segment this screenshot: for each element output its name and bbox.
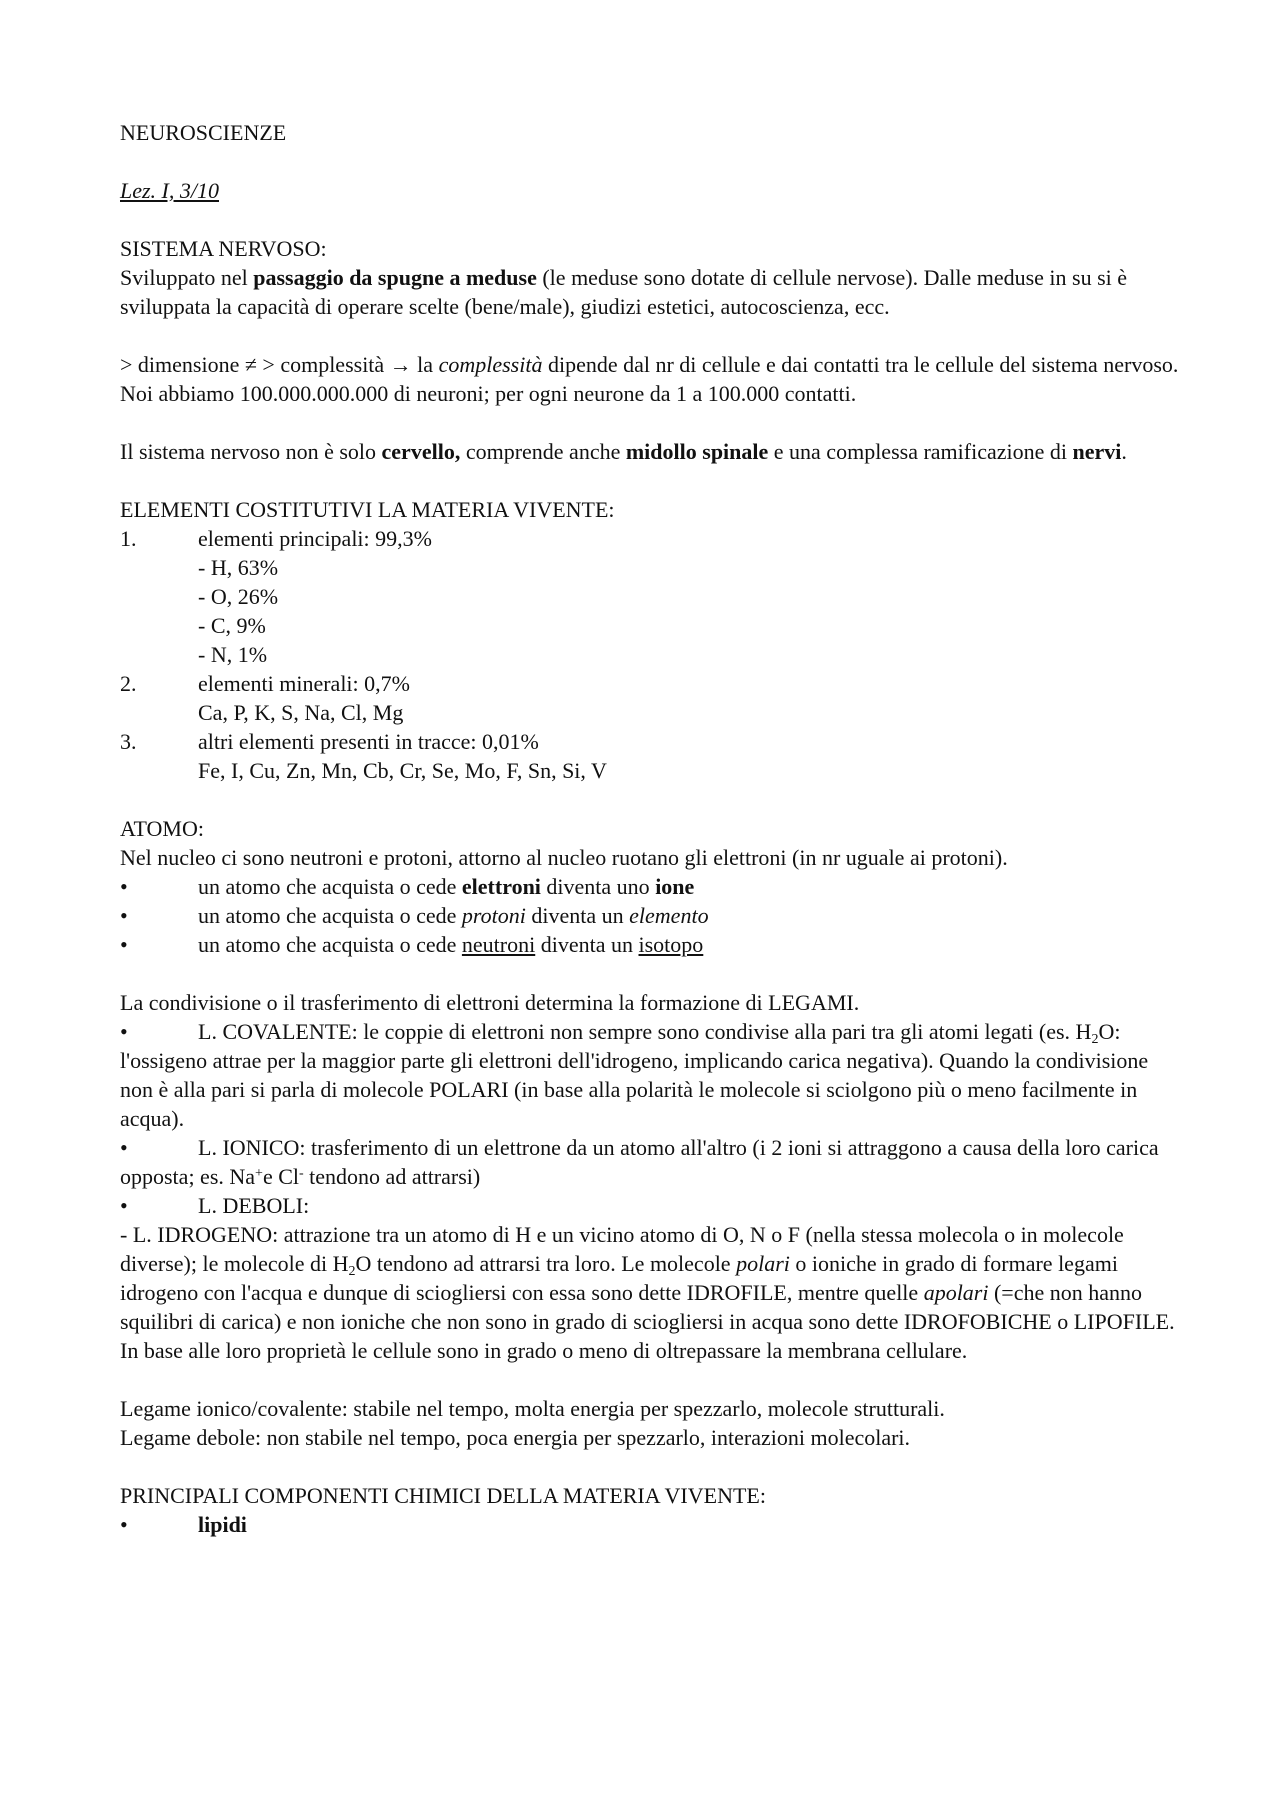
section-heading-atomo: ATOMO: xyxy=(120,816,204,841)
text-run: comprende anche xyxy=(460,439,626,464)
list-item-text: elementi minerali: 0,7% xyxy=(198,671,410,696)
bold-run: passaggio da spugne a meduse xyxy=(253,265,537,290)
text-run: L. DEBOLI: xyxy=(198,1193,310,1218)
section-atomo xyxy=(120,814,1180,959)
text-run: diventa un xyxy=(535,932,639,957)
bullet-item xyxy=(120,872,1180,901)
sub-item: - O, 26% xyxy=(198,584,279,609)
text-run: diventa uno xyxy=(540,874,656,899)
bullet-icon: • xyxy=(120,1135,128,1160)
text-run: un atomo che acquista o cede xyxy=(198,903,462,928)
bullet-text xyxy=(198,872,694,901)
text-run: e una complessa ramificazione di xyxy=(768,439,1073,464)
bullet-icon: • xyxy=(120,1193,128,1218)
paragraph-ionico xyxy=(120,1133,1180,1191)
list-number: 2. xyxy=(120,671,137,696)
text-run: e Cl xyxy=(262,1164,299,1189)
superscript: - xyxy=(299,1166,304,1181)
italic-run: apolari xyxy=(923,1280,989,1305)
list-item-text: altri elementi presenti in tracce: 0,01% xyxy=(198,729,539,754)
bullet-text xyxy=(198,901,709,930)
bold-run: ione xyxy=(655,874,695,899)
paragraph-atomo-intro: Nel nucleo ci sono neutroni e protoni, attorno al nucleo ruotano gli elettroni (in nr uguale ai protoni). xyxy=(120,845,1008,870)
list-item xyxy=(120,669,1180,698)
text-run: diventa un xyxy=(525,903,630,928)
text-run: O tendono ad attrarsi tra loro. Le molecole xyxy=(355,1251,737,1276)
bold-run: nervi xyxy=(1072,439,1122,464)
sub-item: - N, 1% xyxy=(198,642,268,667)
text-run: (le meduse sono dotate di cellule nervose). Dalle meduse in su si è sviluppata la capacità di operare scelte (bene/male), giudizi estetici, autocoscienza, ecc. xyxy=(120,265,1128,319)
subscript: 2 xyxy=(1091,1032,1099,1047)
bold-run: cervello, xyxy=(381,439,461,464)
text-run: L. COVALENTE: le coppie di elettroni non sempre sono condivise alla pari tra gli atomi legati (es. H xyxy=(198,1019,1092,1044)
text-run: o ioniche in grado di formare legami idrogeno con l'acqua e dunque di sciogliersi con essa sono dette IDROFILE, mentre quelle xyxy=(120,1251,1118,1305)
paragraph-idrogeno xyxy=(120,1220,1180,1365)
sub-item: - C, 9% xyxy=(198,613,266,638)
bold-run: elettroni xyxy=(461,874,541,899)
bullet-list xyxy=(120,872,1180,959)
bullet-icon: • xyxy=(120,932,128,957)
section-sistema-nervoso xyxy=(120,234,1180,466)
text-run: Sviluppato nel xyxy=(120,265,254,290)
italic-run: protoni xyxy=(461,903,526,928)
superscript: + xyxy=(255,1166,263,1181)
bullet-icon: • xyxy=(120,874,128,899)
paragraph-deboli xyxy=(120,1191,1180,1220)
bullet-item xyxy=(120,1510,1180,1539)
paragraph-sistema-componenti xyxy=(120,437,1180,466)
list-item xyxy=(120,727,1180,756)
italic-run: polari xyxy=(736,1251,790,1276)
paragraph-stabilita xyxy=(120,1394,1180,1452)
sub-item: Ca, P, K, S, Na, Cl, Mg xyxy=(198,700,404,725)
text-run: (=che non hanno squilibri di carica) e non ioniche che non sono in grado di sciogliersi in acqua sono dette IDROFOBICHE o LIPOFILE. In base alle loro proprietà le cellule sono in grado o meno di oltrepassare la membrana cellulare. xyxy=(120,1280,1175,1363)
text-run: Noi abbiamo 100.000.000.000 di neuroni; per ogni neurone da 1 a 100.000 contatti. xyxy=(120,381,857,406)
text-run: un atomo che acquista o cede xyxy=(198,874,462,899)
bullet-icon: • xyxy=(120,1512,128,1537)
section-elementi xyxy=(120,495,1180,785)
text-run: > dimensione ≠ > complessità → la xyxy=(120,352,439,377)
sub-item: Fe, I, Cu, Zn, Mn, Cb, Cr, Se, Mo, F, Sn, Si, V xyxy=(198,758,607,783)
list-item-text: elementi principali: 99,3% xyxy=(198,526,432,551)
text-run: Legame debole: non stabile nel tempo, poca energia per spezzarlo, interazioni molecolari. xyxy=(120,1425,911,1450)
text-run: dipende dal nr di cellule e dai contatti tra le cellule del sistema nervoso. xyxy=(542,352,1179,377)
section-legami xyxy=(120,988,1180,1452)
document-page xyxy=(120,118,1180,1539)
bullet-text xyxy=(198,930,703,959)
bold-run: midollo spinale xyxy=(625,439,769,464)
paragraph-complessita xyxy=(120,350,1180,408)
text-run: O: l'ossigeno attrae per la maggior parte gli elettroni dell'idrogeno, implicando carica negativa). Quando la condivisione non è alla pari si parla di molecole POLARI (in base alla polarità le molecole si sciolgono più o meno facilmente in acqua). xyxy=(120,1019,1149,1131)
sub-item: - H, 63% xyxy=(198,555,279,580)
bullet-icon: • xyxy=(120,1019,128,1044)
underlined-run: isotopo xyxy=(638,932,704,957)
underlined-run: neutroni xyxy=(461,932,536,957)
lesson-text: Lez. I, 3/10 xyxy=(120,178,219,203)
numbered-list xyxy=(120,524,1180,785)
text-run: tendono ad attrarsi) xyxy=(303,1164,481,1189)
text-run: Legame ionico/covalente: stabile nel tempo, molta energia per spezzarlo, molecole strutturali. xyxy=(120,1396,945,1421)
list-item xyxy=(120,524,1180,553)
text-run: - L. IDROGENO: attrazione tra un atomo di H e un vicino atomo di O, N o F (nella stessa molecola o in molecole diverse); le molecole di H xyxy=(120,1222,1124,1276)
list-number: 3. xyxy=(120,729,137,754)
section-heading-elementi: ELEMENTI COSTITUTIVI LA MATERIA VIVENTE: xyxy=(120,497,615,522)
subscript: 2 xyxy=(348,1264,356,1279)
bullet-item xyxy=(120,901,1180,930)
bullet-item xyxy=(120,930,1180,959)
lesson-label xyxy=(120,176,1180,205)
document-title: NEUROSCIENZE xyxy=(120,120,287,145)
text-run: un atomo che acquista o cede xyxy=(198,932,462,957)
text-run: Il sistema nervoso non è solo xyxy=(120,439,382,464)
bullet-text: lipidi xyxy=(198,1512,247,1537)
italic-run: complessità xyxy=(438,352,543,377)
section-heading-principali: PRINCIPALI COMPONENTI CHIMICI DELLA MATERIA VIVENTE: xyxy=(120,1483,766,1508)
bullet-icon: • xyxy=(120,903,128,928)
paragraph-covalente xyxy=(120,1017,1180,1133)
text-run: L. IONICO: trasferimento di un elettrone da un atomo all'altro (i 2 ioni si attraggono a causa della loro carica opposta; es. Na xyxy=(120,1135,1159,1189)
section-heading-sistema: SISTEMA NERVOSO: xyxy=(120,236,327,261)
text-run: . xyxy=(1121,439,1127,464)
section-principali xyxy=(120,1481,1180,1539)
paragraph-legami-intro: La condivisione o il trasferimento di elettroni determina la formazione di LEGAMI. xyxy=(120,990,860,1015)
paragraph-sviluppo xyxy=(120,263,1180,321)
italic-run: elemento xyxy=(629,903,709,928)
list-number: 1. xyxy=(120,526,137,551)
